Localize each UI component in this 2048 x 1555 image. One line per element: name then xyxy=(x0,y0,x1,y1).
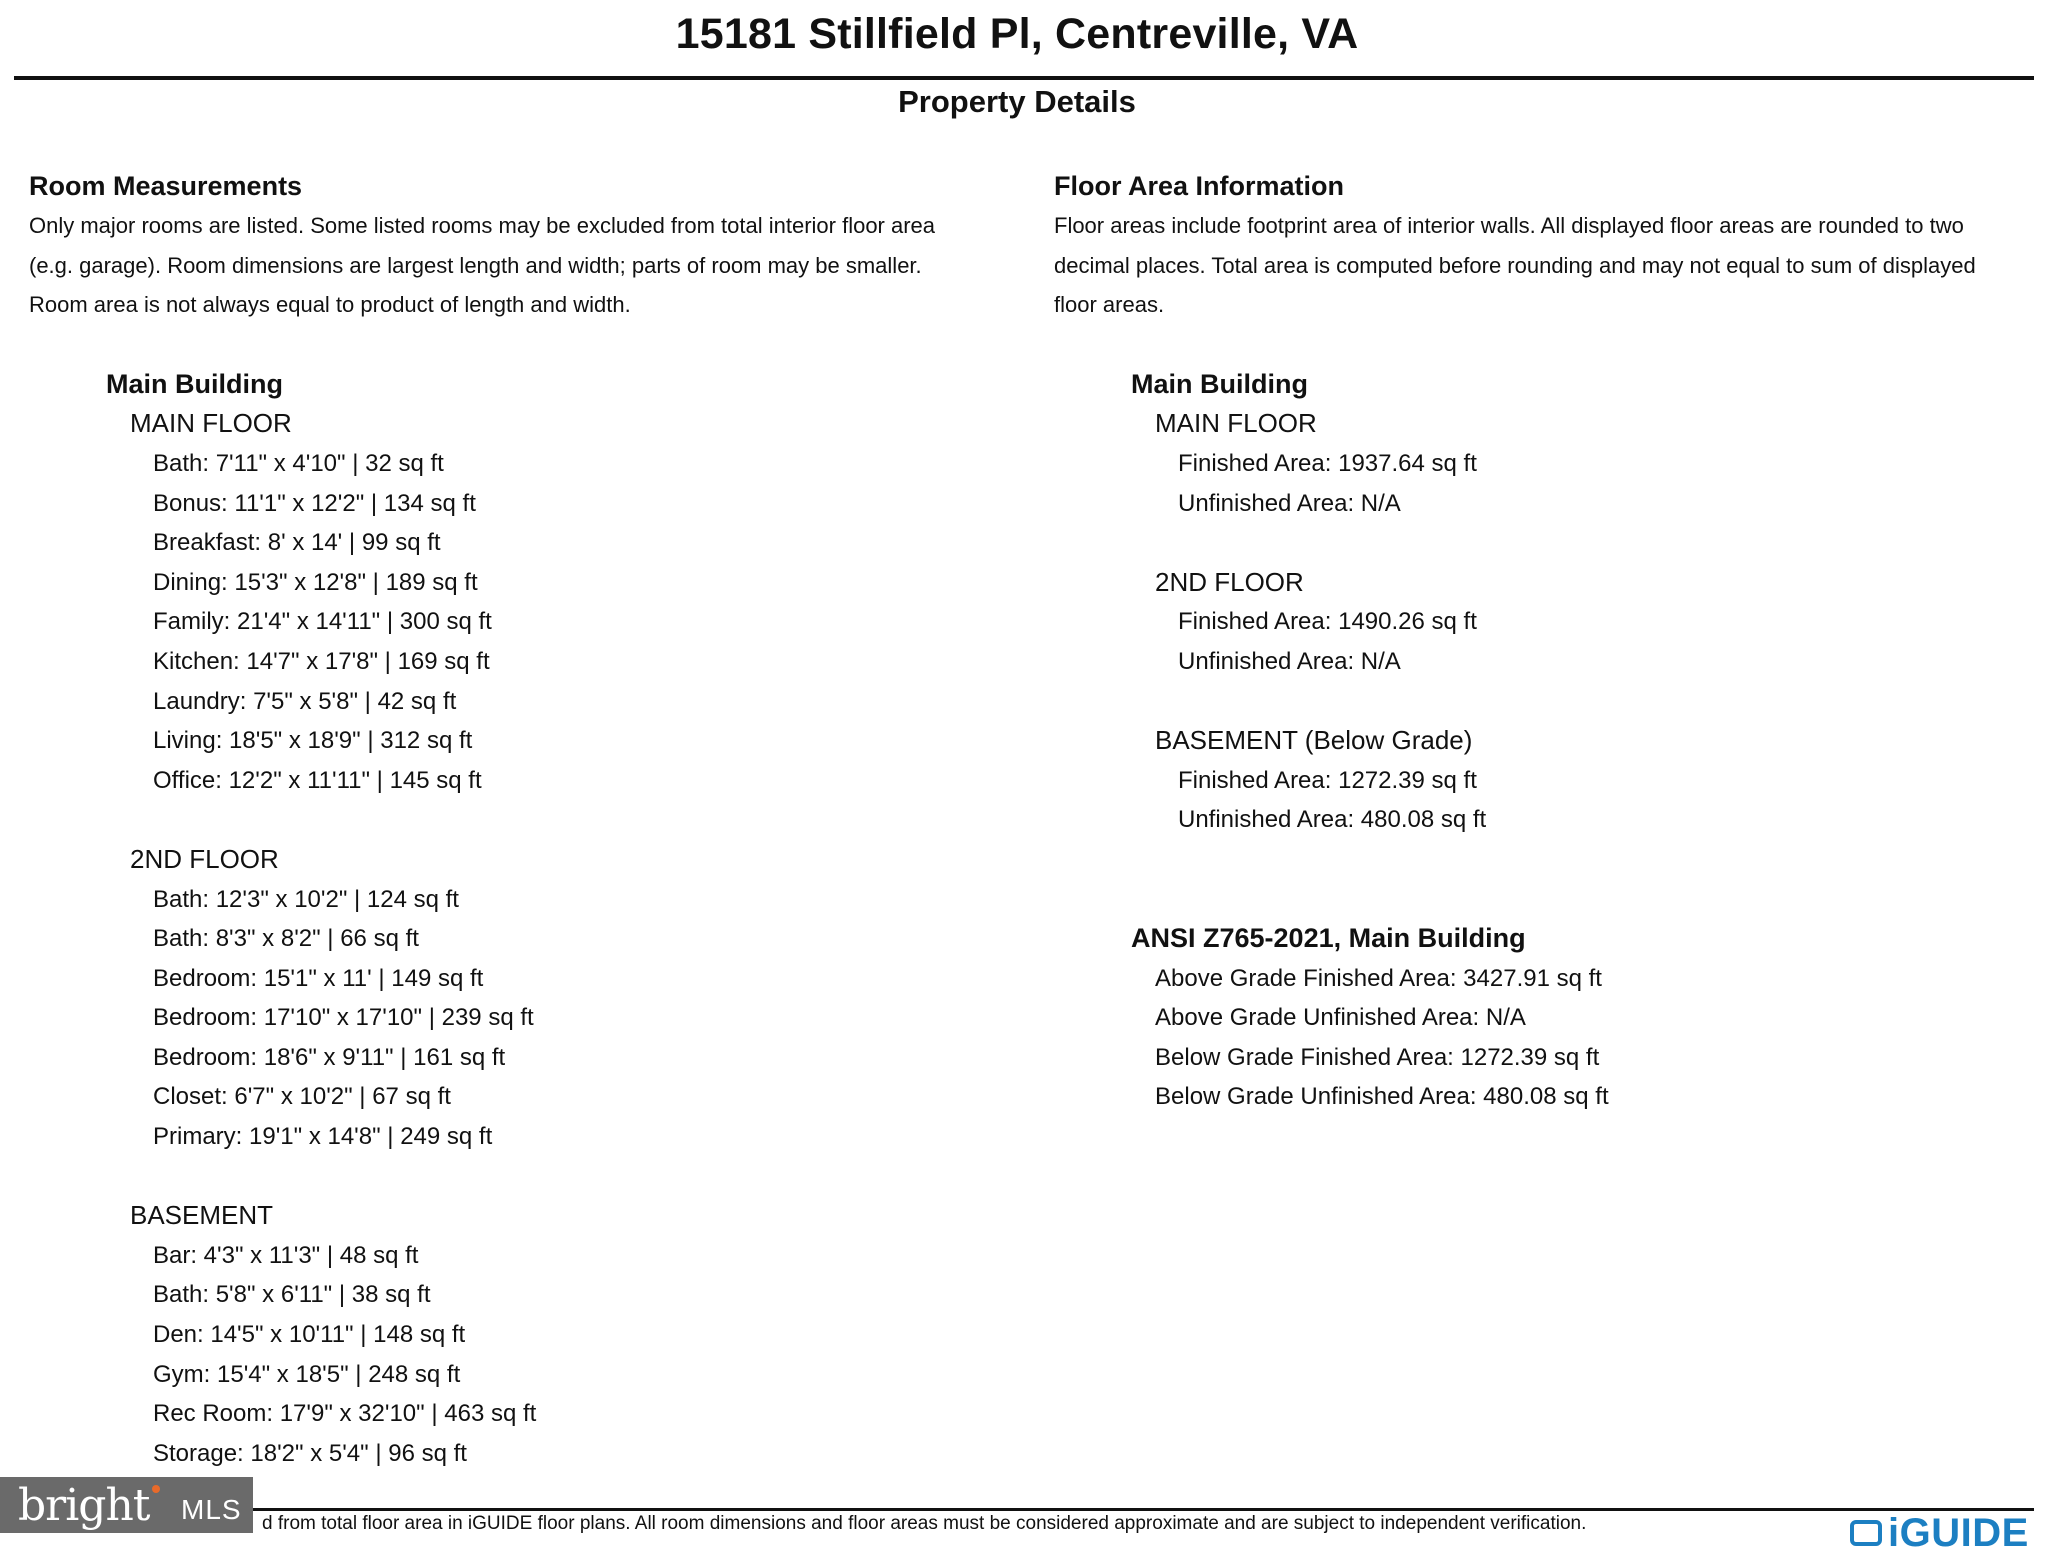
room-entry: Breakfast: 8' x 14' | 99 sq ft xyxy=(153,529,441,557)
finished-area: Finished Area: 1937.64 sq ft xyxy=(1178,449,1477,477)
room-entry: Bar: 4'3" x 11'3" | 48 sq ft xyxy=(153,1241,419,1269)
room-entry: Bedroom: 15'1" x 11' | 149 sq ft xyxy=(153,964,484,992)
room-entry: Kitchen: 14'7" x 17'8" | 169 sq ft xyxy=(153,647,490,675)
ansi-line: Above Grade Unfinished Area: N/A xyxy=(1155,1004,1526,1032)
page-title: 15181 Stillfield Pl, Centreville, VA xyxy=(675,10,1359,58)
unfinished-area: Unfinished Area: 480.08 sq ft xyxy=(1178,806,1487,834)
ansi-line: Below Grade Finished Area: 1272.39 sq ft xyxy=(1155,1043,1600,1071)
building-name: Main Building xyxy=(1131,368,1308,399)
finished-area: Finished Area: 1490.26 sq ft xyxy=(1178,608,1477,636)
room-measurements-section xyxy=(29,166,1029,1473)
room-entry: Primary: 19'1" x 14'8" | 249 sq ft xyxy=(153,1123,493,1151)
footer-disclaimer: d from total floor area in iGUIDE floor plans. All room dimensions and floor areas must be considered approximate and are subject to independent verification. xyxy=(262,1513,1587,1534)
header-divider xyxy=(14,76,2034,80)
room-entry: Bedroom: 18'6" x 9'11" | 161 sq ft xyxy=(153,1043,506,1071)
ansi-heading: ANSI Z765-2021, Main Building xyxy=(1131,923,1526,954)
room-entry: Gym: 15'4" x 18'5" | 248 sq ft xyxy=(153,1360,461,1388)
description-line: Floor areas include footprint area of interior walls. All displayed floor areas are rounded to two xyxy=(1054,213,1964,238)
floor-name: MAIN FLOOR xyxy=(130,408,292,439)
room-entry: Office: 12'2" x 11'11" | 145 sq ft xyxy=(153,766,482,794)
building-name: Main Building xyxy=(106,368,283,399)
iguide-camera-icon xyxy=(1850,1520,1882,1546)
room-entry: Den: 14'5" x 10'11" | 148 sq ft xyxy=(153,1321,466,1349)
floor-name: 2ND FLOOR xyxy=(1155,566,1304,597)
description-line: floor areas. xyxy=(1054,292,1165,318)
room-entry: Bath: 12'3" x 10'2" | 124 sq ft xyxy=(153,885,459,913)
room-entry: Storage: 18'2" x 5'4" | 96 sq ft xyxy=(153,1439,467,1467)
description-line: (e.g. garage). Room dimensions are largest length and width; parts of room may be smaller. xyxy=(29,252,922,278)
bright-mls-watermark xyxy=(0,1477,253,1533)
ansi-line: Above Grade Finished Area: 3427.91 sq ft xyxy=(1155,964,1602,992)
description-line: decimal places. Total area is computed before rounding and may not equal to sum of displayed xyxy=(1054,252,1976,278)
room-entry: Bath: 8'3" x 8'2" | 66 sq ft xyxy=(153,925,419,953)
floor-name: BASEMENT (Below Grade) xyxy=(1155,725,1473,756)
floor-area-section xyxy=(1054,166,2044,1117)
room-entry: Bedroom: 17'10" x 17'10" | 239 sq ft xyxy=(153,1004,534,1032)
iguide-brand: iGUIDE xyxy=(1888,1511,2029,1555)
room-entry: Rec Room: 17'9" x 32'10" | 463 sq ft xyxy=(153,1400,537,1428)
room-entry: Bonus: 11'1" x 12'2" | 134 sq ft xyxy=(153,489,476,517)
description-line: Room area is not always equal to product of length and width. xyxy=(29,292,631,318)
floor-area-description xyxy=(1054,206,2044,325)
floor-name: MAIN FLOOR xyxy=(1155,408,1317,439)
room-entry: Laundry: 7'5" x 5'8" | 42 sq ft xyxy=(153,687,457,715)
watermark-suffix: MLS xyxy=(181,1494,242,1525)
watermark-word: bright xyxy=(18,1480,150,1531)
finished-area: Finished Area: 1272.39 sq ft xyxy=(1178,766,1477,794)
page-subtitle: Property Details xyxy=(898,84,1136,119)
floor-name: 2ND FLOOR xyxy=(130,843,279,874)
room-entry: Bath: 5'8" x 6'11" | 38 sq ft xyxy=(153,1281,431,1309)
floor-area-heading: Floor Area Information xyxy=(1054,171,1345,201)
description-line: Only major rooms are listed. Some listed rooms may be excluded from total interior floor area xyxy=(29,213,936,238)
room-measurements-description xyxy=(29,206,1029,325)
floor-name: BASEMENT xyxy=(130,1200,274,1231)
room-entry: Bath: 7'11" x 4'10" | 32 sq ft xyxy=(153,449,444,477)
iguide-logo xyxy=(1850,1511,2029,1555)
unfinished-area: Unfinished Area: N/A xyxy=(1178,647,1401,675)
watermark-dot-icon xyxy=(152,1485,160,1493)
room-entry: Dining: 15'3" x 12'8" | 189 sq ft xyxy=(153,568,478,596)
room-entry: Family: 21'4" x 14'11" | 300 sq ft xyxy=(153,608,492,636)
ansi-line: Below Grade Unfinished Area: 480.08 sq ft xyxy=(1155,1083,1609,1111)
room-entry: Living: 18'5" x 18'9" | 312 sq ft xyxy=(153,727,473,755)
unfinished-area: Unfinished Area: N/A xyxy=(1178,489,1401,517)
room-measurements-heading: Room Measurements xyxy=(29,171,303,201)
footer-divider xyxy=(14,1508,2034,1511)
room-entry: Closet: 6'7" x 10'2" | 67 sq ft xyxy=(153,1083,451,1111)
